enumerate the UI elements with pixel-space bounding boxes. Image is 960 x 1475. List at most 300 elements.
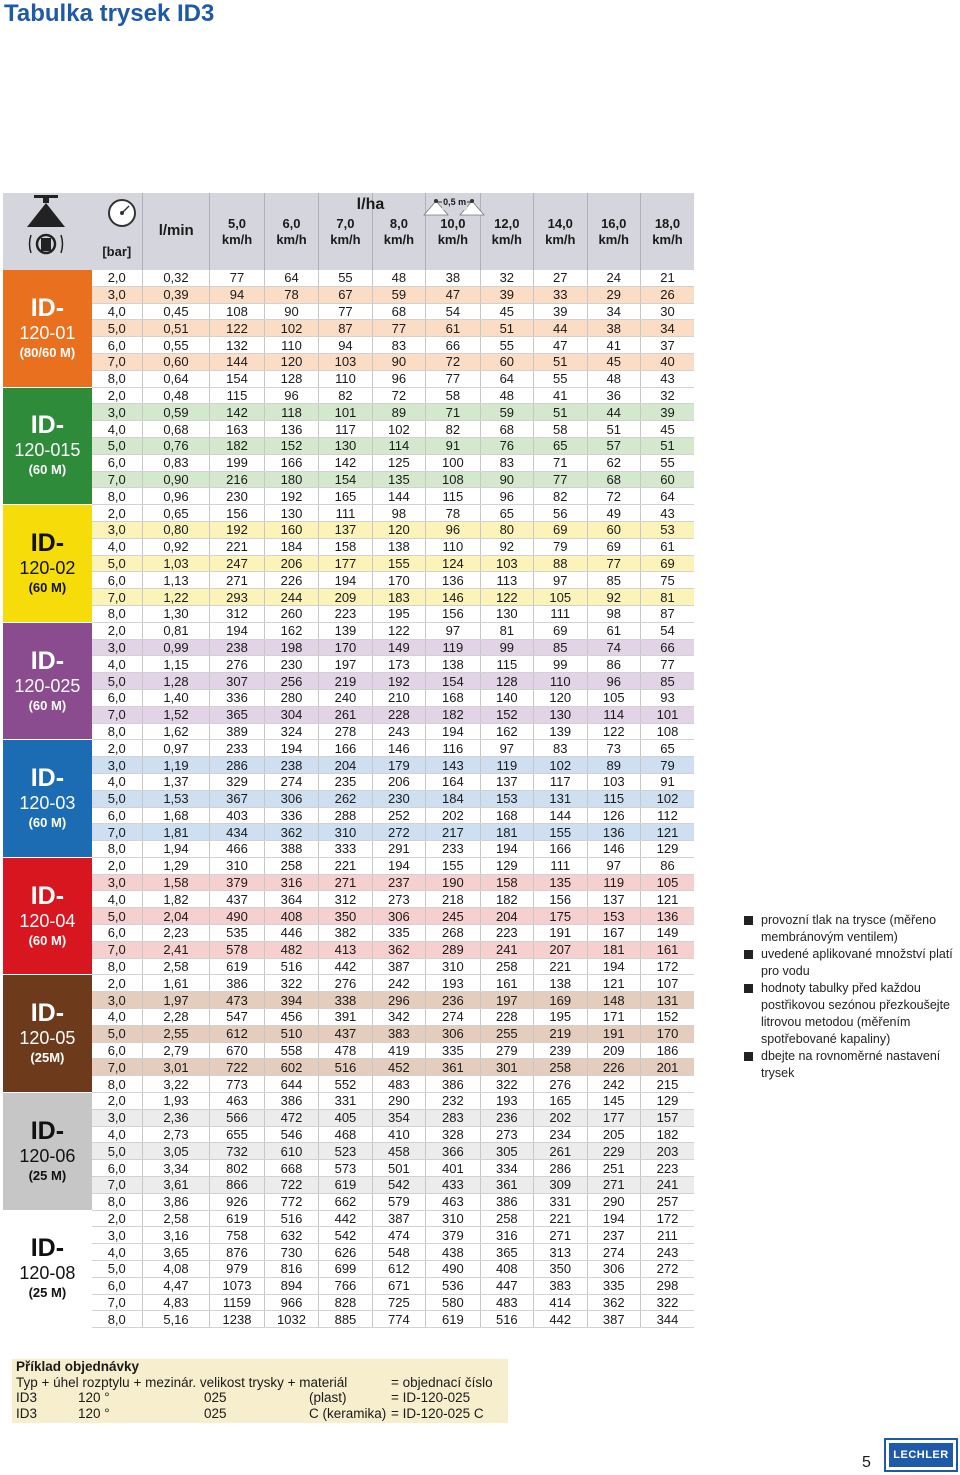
flow-cell: 1,15 (142, 656, 210, 673)
pressure-cell: 8,0 (92, 488, 142, 505)
table-row (3, 773, 694, 790)
rate-cell: 32 (640, 387, 694, 404)
pressure-cell: 3,0 (92, 757, 142, 774)
rate-cell: 307 (210, 673, 264, 690)
rate-cell: 271 (210, 572, 264, 589)
rate-cell: 274 (264, 773, 318, 790)
rate-cell: 53 (640, 521, 694, 538)
rate-cell: 175 (534, 908, 587, 925)
table-row (3, 538, 694, 555)
rate-cell: 523 (319, 1143, 372, 1160)
rate-cell: 438 (426, 1244, 480, 1261)
rate-cell: 258 (480, 1210, 533, 1227)
rate-cell: 49 (587, 505, 640, 522)
rate-cell: 335 (587, 1277, 640, 1294)
rate-cell: 324 (264, 723, 318, 740)
pressure-cell: 8,0 (92, 605, 142, 622)
rate-cell: 179 (372, 757, 425, 774)
rate-cell: 228 (480, 1009, 533, 1026)
rate-cell: 161 (480, 975, 533, 992)
rate-cell: 60 (480, 353, 533, 370)
pressure-cell: 3,0 (92, 521, 142, 538)
rate-cell: 156 (534, 891, 587, 908)
flow-cell: 0,45 (142, 303, 210, 320)
pressure-cell: 4,0 (92, 773, 142, 790)
rate-cell: 144 (210, 353, 264, 370)
rate-cell: 483 (372, 1076, 425, 1093)
rate-cell: 816 (264, 1261, 318, 1278)
rate-cell: 322 (264, 975, 318, 992)
speed-header-6: 14,0 km/h (534, 193, 587, 270)
rate-cell: 387 (587, 1311, 640, 1328)
pressure-cell: 2,0 (92, 1210, 142, 1227)
flow-cell: 2,23 (142, 925, 210, 942)
rate-cell: 39 (534, 303, 587, 320)
rate-cell: 389 (210, 723, 264, 740)
table-row (3, 337, 694, 354)
rate-cell: 482 (264, 941, 318, 958)
rate-cell: 278 (319, 723, 372, 740)
flow-cell: 2,58 (142, 1210, 210, 1227)
rate-cell: 119 (480, 757, 533, 774)
rate-cell: 135 (372, 471, 425, 488)
rate-cell: 34 (640, 320, 694, 337)
table-row (3, 1076, 694, 1093)
rate-cell: 21 (640, 270, 694, 286)
rate-cell: 149 (640, 925, 694, 942)
rate-cell: 129 (480, 857, 533, 874)
rate-cell: 182 (210, 437, 264, 454)
table-row (3, 992, 694, 1009)
rate-cell: 610 (264, 1143, 318, 1160)
rate-cell: 548 (372, 1244, 425, 1261)
rate-cell: 236 (426, 992, 480, 1009)
rate-cell: 203 (640, 1143, 694, 1160)
rate-cell: 44 (587, 404, 640, 421)
rate-cell: 74 (587, 639, 640, 656)
rate-cell: 111 (534, 605, 587, 622)
pressure-cell: 8,0 (92, 370, 142, 387)
flow-cell: 1,40 (142, 689, 210, 706)
table-row (3, 404, 694, 421)
rate-cell: 304 (264, 706, 318, 723)
pressure-cell: 2,0 (92, 622, 142, 639)
rate-cell: 58 (534, 421, 587, 438)
speed-header-5: 12,0 km/h (480, 193, 533, 270)
rate-cell: 173 (372, 656, 425, 673)
rate-cell: 110 (264, 337, 318, 354)
rate-cell: 60 (587, 521, 640, 538)
table-row (3, 941, 694, 958)
rate-cell: 483 (480, 1294, 533, 1311)
nozzle-note: (25M) (30, 1050, 65, 1066)
rate-cell: 126 (587, 807, 640, 824)
rate-cell: 90 (372, 353, 425, 370)
table-row (3, 706, 694, 723)
rate-cell: 230 (372, 790, 425, 807)
table-row (3, 1294, 694, 1311)
rate-cell: 468 (319, 1126, 372, 1143)
rate-cell: 55 (534, 370, 587, 387)
rate-cell: 105 (587, 689, 640, 706)
bullet-square-icon (744, 984, 753, 993)
table-row (3, 454, 694, 471)
rate-cell: 305 (480, 1143, 533, 1160)
rate-cell: 190 (426, 874, 480, 891)
rate-cell: 221 (534, 1210, 587, 1227)
rate-cell: 105 (534, 589, 587, 606)
pressure-cell: 5,0 (92, 437, 142, 454)
rate-cell: 289 (426, 941, 480, 958)
rate-cell: 272 (372, 824, 425, 841)
nozzle-size: 120-02 (19, 557, 76, 578)
flow-cell: 2,28 (142, 1009, 210, 1026)
rate-cell: 116 (426, 740, 480, 757)
rate-cell: 45 (640, 421, 694, 438)
flow-cell: 1,29 (142, 857, 210, 874)
rate-cell: 230 (264, 656, 318, 673)
nozzle-size: 120-05 (19, 1028, 76, 1049)
rate-cell: 83 (534, 740, 587, 757)
rate-cell: 73 (587, 740, 640, 757)
rate-cell: 344 (640, 1311, 694, 1328)
rate-cell: 387 (372, 1210, 425, 1227)
rate-cell: 388 (264, 841, 318, 858)
rate-cell: 215 (640, 1076, 694, 1093)
pressure-cell: 7,0 (92, 941, 142, 958)
table-row (3, 689, 694, 706)
rate-cell: 83 (480, 454, 533, 471)
pressure-cell: 5,0 (92, 673, 142, 690)
rate-cell: 364 (264, 891, 318, 908)
rate-cell: 61 (426, 320, 480, 337)
rate-cell: 172 (640, 1210, 694, 1227)
rate-cell: 474 (372, 1227, 425, 1244)
flow-cell: 2,58 (142, 958, 210, 975)
rate-cell: 312 (319, 891, 372, 908)
rate-cell: 209 (319, 589, 372, 606)
rate-cell: 276 (210, 656, 264, 673)
rate-cell: 235 (319, 773, 372, 790)
pressure-cell: 2,0 (92, 740, 142, 757)
pressure-cell: 4,0 (92, 1126, 142, 1143)
rate-cell: 120 (372, 521, 425, 538)
table-row (3, 1042, 694, 1059)
rate-cell: 154 (426, 673, 480, 690)
rate-cell: 139 (319, 622, 372, 639)
rate-cell: 44 (534, 320, 587, 337)
rate-cell: 335 (426, 1042, 480, 1059)
pressure-cell: 7,0 (92, 1059, 142, 1076)
rate-cell: 255 (480, 1025, 533, 1042)
rate-cell: 271 (534, 1227, 587, 1244)
table-row (3, 1277, 694, 1294)
nozzle-table (3, 193, 694, 1328)
nozzle-size: 120-08 (19, 1263, 76, 1284)
rate-cell: 458 (372, 1143, 425, 1160)
rate-cell: 243 (372, 723, 425, 740)
rate-cell: 329 (210, 773, 264, 790)
rate-cell: 210 (372, 689, 425, 706)
rate-cell: 772 (264, 1193, 318, 1210)
rate-cell: 89 (587, 757, 640, 774)
rate-cell: 162 (264, 622, 318, 639)
pressure-cell: 7,0 (92, 353, 142, 370)
rate-cell: 536 (426, 1277, 480, 1294)
rate-cell: 573 (319, 1160, 372, 1177)
flow-cell: 5,16 (142, 1311, 210, 1328)
nozzle-label-cell (3, 387, 92, 505)
rate-cell: 579 (372, 1193, 425, 1210)
table-row (3, 488, 694, 505)
rate-cell: 350 (534, 1261, 587, 1278)
rate-cell: 237 (587, 1227, 640, 1244)
flow-cell: 3,34 (142, 1160, 210, 1177)
nozzle-code: ID- (30, 646, 65, 675)
rate-cell: 322 (480, 1076, 533, 1093)
flow-cell: 2,04 (142, 908, 210, 925)
rate-cell: 336 (264, 807, 318, 824)
flow-cell: 3,86 (142, 1193, 210, 1210)
rate-cell: 655 (210, 1126, 264, 1143)
table-row (3, 421, 694, 438)
rate-cell: 361 (426, 1059, 480, 1076)
rate-cell: 37 (640, 337, 694, 354)
flow-cell: 0,32 (142, 270, 210, 286)
rate-cell: 194 (372, 857, 425, 874)
rate-cell: 230 (210, 488, 264, 505)
rate-cell: 252 (372, 807, 425, 824)
rate-cell: 632 (264, 1227, 318, 1244)
nozzle-label-cell (3, 622, 92, 740)
rate-cell: 120 (264, 353, 318, 370)
rate-cell: 241 (640, 1177, 694, 1194)
rate-cell: 242 (587, 1076, 640, 1093)
rate-cell: 926 (210, 1193, 264, 1210)
rate-cell: 168 (426, 689, 480, 706)
rate-cell: 166 (534, 841, 587, 858)
pressure-cell: 5,0 (92, 1261, 142, 1278)
rate-cell: 194 (426, 723, 480, 740)
rate-cell: 103 (587, 773, 640, 790)
rate-cell: 301 (480, 1059, 533, 1076)
rate-cell: 40 (640, 353, 694, 370)
nozzle-label-cell (3, 270, 92, 387)
rate-cell: 43 (640, 505, 694, 522)
rate-cell: 966 (264, 1294, 318, 1311)
pressure-cell: 6,0 (92, 1277, 142, 1294)
rate-cell: 77 (426, 370, 480, 387)
rate-cell: 260 (264, 605, 318, 622)
pressure-cell: 2,0 (92, 1093, 142, 1110)
rate-cell: 121 (640, 891, 694, 908)
rate-cell: 122 (210, 320, 264, 337)
flow-cell: 1,97 (142, 992, 210, 1009)
rate-cell: 157 (640, 1109, 694, 1126)
rate-cell: 310 (426, 958, 480, 975)
rate-cell: 619 (210, 1210, 264, 1227)
rate-cell: 165 (534, 1093, 587, 1110)
table-row (3, 270, 694, 286)
rate-cell: 306 (372, 908, 425, 925)
rate-cell: 182 (426, 706, 480, 723)
pressure-cell: 6,0 (92, 807, 142, 824)
rate-cell: 379 (426, 1227, 480, 1244)
rate-cell: 310 (210, 857, 264, 874)
rate-cell: 286 (210, 757, 264, 774)
rate-cell: 238 (264, 757, 318, 774)
rate-cell: 362 (587, 1294, 640, 1311)
rate-cell: 894 (264, 1277, 318, 1294)
rate-cell: 122 (587, 723, 640, 740)
rate-cell: 195 (372, 605, 425, 622)
rate-cell: 91 (426, 437, 480, 454)
table-row (3, 1244, 694, 1261)
rate-cell: 773 (210, 1076, 264, 1093)
rate-cell: 361 (480, 1177, 533, 1194)
rate-cell: 258 (480, 958, 533, 975)
rate-cell: 221 (210, 538, 264, 555)
rate-cell: 216 (210, 471, 264, 488)
rate-cell: 306 (587, 1261, 640, 1278)
rate-cell: 153 (587, 908, 640, 925)
rate-cell: 54 (640, 622, 694, 639)
flow-cell: 1,94 (142, 841, 210, 858)
table-row (3, 639, 694, 656)
pressure-cell: 3,0 (92, 992, 142, 1009)
table-row (3, 857, 694, 874)
rate-cell: 85 (587, 572, 640, 589)
table-body (3, 270, 694, 1328)
rate-cell: 699 (319, 1261, 372, 1278)
rate-cell: 472 (264, 1109, 318, 1126)
flow-cell: 3,65 (142, 1244, 210, 1261)
rate-cell: 333 (319, 841, 372, 858)
table-row (3, 320, 694, 337)
table-row (3, 723, 694, 740)
rate-cell: 273 (480, 1126, 533, 1143)
rate-unit: l/ha (356, 196, 385, 213)
rate-cell: 217 (426, 824, 480, 841)
rate-cell: 168 (480, 807, 533, 824)
rate-cell: 108 (210, 303, 264, 320)
rate-cell: 1159 (210, 1294, 264, 1311)
rate-cell: 401 (426, 1160, 480, 1177)
rate-cell: 234 (534, 1126, 587, 1143)
rate-cell: 261 (534, 1143, 587, 1160)
rate-cell: 162 (480, 723, 533, 740)
speed-header-3: l/ha 8,0 km/h (372, 193, 425, 270)
pressure-cell: 6,0 (92, 454, 142, 471)
rate-cell: 386 (210, 975, 264, 992)
pressure-cell: 8,0 (92, 1311, 142, 1328)
rate-cell: 386 (426, 1076, 480, 1093)
nozzle-label-cell (3, 1210, 92, 1328)
table-row (3, 740, 694, 757)
rate-cell: 103 (480, 555, 533, 572)
rate-cell: 55 (640, 454, 694, 471)
rate-cell: 83 (372, 337, 425, 354)
rate-cell: 331 (534, 1193, 587, 1210)
pressure-cell: 4,0 (92, 891, 142, 908)
rate-cell: 38 (587, 320, 640, 337)
rate-cell: 447 (480, 1277, 533, 1294)
table-row (3, 1193, 694, 1210)
rate-cell: 27 (534, 270, 587, 286)
rate-cell: 51 (587, 421, 640, 438)
pressure-cell: 3,0 (92, 1227, 142, 1244)
table-row (3, 891, 694, 908)
nozzle-note: (60 M) (28, 697, 67, 713)
rate-cell: 437 (210, 891, 264, 908)
rate-cell: 92 (480, 538, 533, 555)
rate-cell: 102 (534, 757, 587, 774)
rate-cell: 247 (210, 555, 264, 572)
rate-cell: 148 (587, 992, 640, 1009)
pressure-cell: 2,0 (92, 505, 142, 522)
pressure-cell: 7,0 (92, 471, 142, 488)
rate-cell: 328 (426, 1126, 480, 1143)
rate-cell: 68 (372, 303, 425, 320)
legend-item: uvedené aplikované množství platí pro vodu (744, 946, 960, 980)
flow-cell: 0,99 (142, 639, 210, 656)
rate-cell: 408 (264, 908, 318, 925)
rate-cell: 501 (372, 1160, 425, 1177)
nozzle-note: (25 M) (28, 1285, 67, 1301)
rate-cell: 271 (319, 874, 372, 891)
flow-cell: 2,41 (142, 941, 210, 958)
pressure-cell: 6,0 (92, 1042, 142, 1059)
nozzle-label-cell (3, 1093, 92, 1211)
rate-cell: 552 (319, 1076, 372, 1093)
pressure-cell: 6,0 (92, 925, 142, 942)
rate-cell: 403 (210, 807, 264, 824)
rate-cell: 115 (480, 656, 533, 673)
rate-cell: 87 (640, 605, 694, 622)
rate-cell: 626 (319, 1244, 372, 1261)
rate-cell: 39 (640, 404, 694, 421)
rate-cell: 312 (210, 605, 264, 622)
rate-cell: 130 (480, 605, 533, 622)
flow-cell: 1,19 (142, 757, 210, 774)
rate-cell: 198 (264, 639, 318, 656)
rate-cell: 64 (264, 270, 318, 286)
pressure-cell: 4,0 (92, 656, 142, 673)
rate-cell: 306 (264, 790, 318, 807)
flow-cell: 3,22 (142, 1076, 210, 1093)
rate-cell: 226 (587, 1059, 640, 1076)
rate-cell: 146 (426, 589, 480, 606)
rate-cell: 136 (640, 908, 694, 925)
rate-cell: 130 (534, 706, 587, 723)
rate-cell: 391 (319, 1009, 372, 1026)
table-row (3, 841, 694, 858)
rate-cell: 82 (534, 488, 587, 505)
rate-cell: 268 (426, 925, 480, 942)
nozzle-size: 120-03 (19, 793, 76, 814)
rate-cell: 55 (319, 270, 372, 286)
rate-cell: 65 (640, 740, 694, 757)
nozzle-code: ID- (30, 881, 65, 910)
rate-cell: 51 (534, 353, 587, 370)
flow-cell: 2,79 (142, 1042, 210, 1059)
table-row (3, 824, 694, 841)
flow-cell: 0,55 (142, 337, 210, 354)
rate-cell: 94 (319, 337, 372, 354)
table-row (3, 1009, 694, 1026)
rate-cell: 77 (640, 656, 694, 673)
rate-cell: 510 (264, 1025, 318, 1042)
